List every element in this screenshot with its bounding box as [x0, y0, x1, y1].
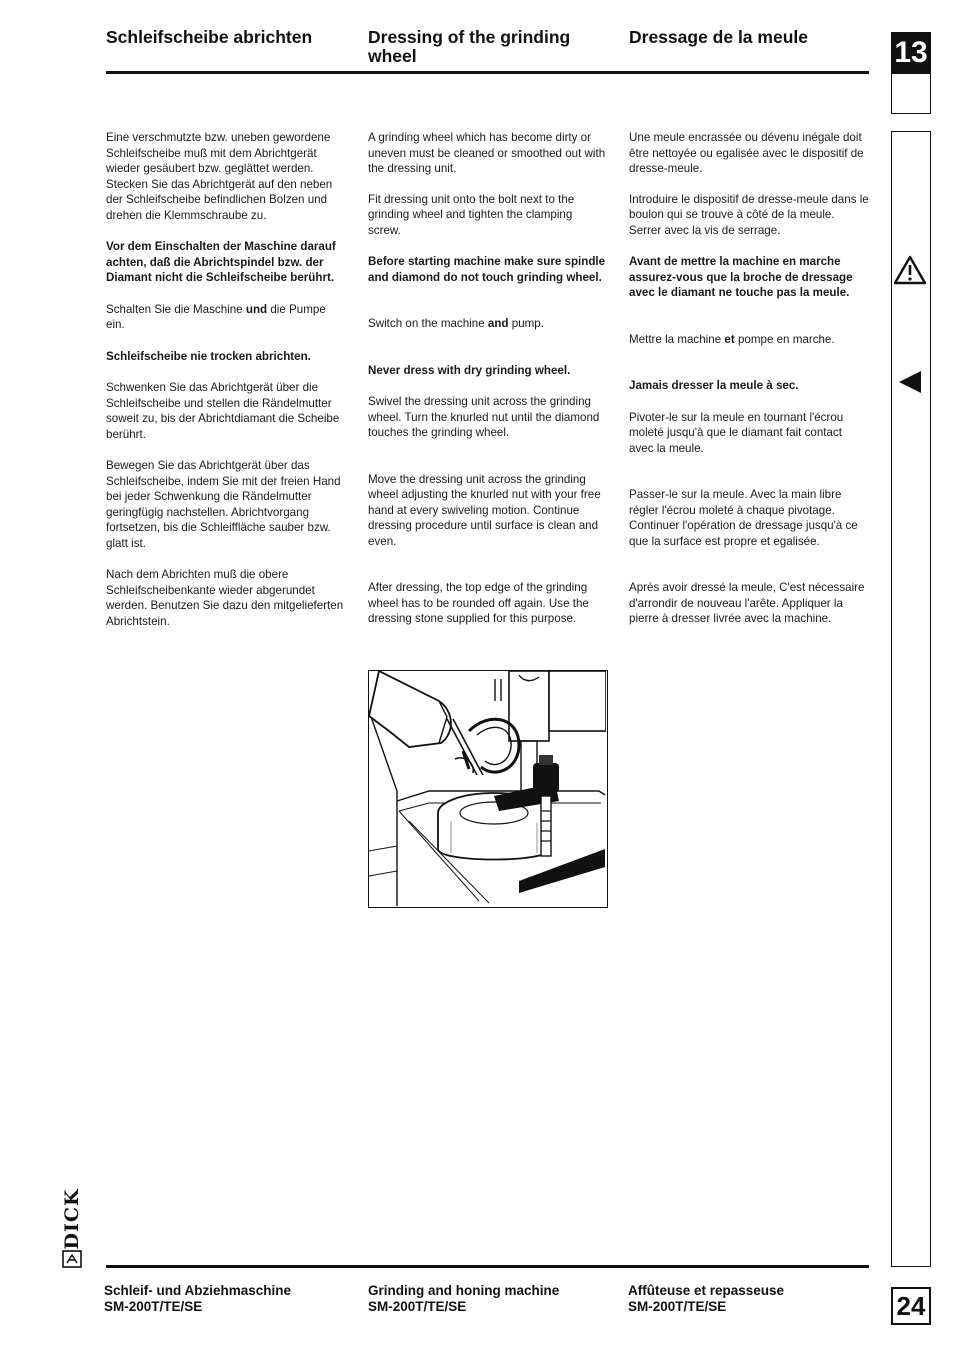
en-warning: Before starting machine make sure spindle and diamond do not touch grinding wheel. [368, 255, 606, 284]
column-en [368, 130, 608, 627]
fr-p-swivel: Pivoter-le sur la meule en tournant l'écrou moleté jusqu'à que le diamant fait contact avec la meule. [629, 410, 844, 455]
warning-triangle-icon [893, 254, 927, 286]
en-p-move: Move the dressing unit across the grinding wheel adjusting the knurled nut with your free hand at every swiveling motion. Continue dressing procedure until surface is clean and even. [368, 472, 601, 548]
dressing-illustration [368, 670, 608, 908]
en-p-swivel: Swivel the dressing unit across the grinding wheel. Turn the knurled nut until the diamond touches the grinding wheel. [368, 395, 600, 439]
arrow-left-icon [897, 369, 923, 395]
heading-en: Dressing of the grinding wheel [368, 27, 571, 66]
de-never-dry: Schleifscheibe nie trocken abrichten. [106, 349, 311, 363]
fr-never-dry: Jamais dresser la meule à sec. [629, 379, 799, 392]
fr-p1: Une meule encrassée ou dévenu inégale doit être nettoyée ou egalisée avec le dispositif de dresse-meule. [629, 131, 864, 175]
de-warning: Vor dem Einschalten der Maschine darauf achten, daß die Abrichtspindel bzw. der Diamant nicht die Schleifscheibe berührt. [106, 240, 336, 284]
en-p-after: After dressing, the top edge of the grinding wheel has to be rounded off again. Use the dressing stone supplied for this purpose. [368, 581, 589, 625]
fr-p-move: Passer-le sur la meule. Avec la main libre régler l'écrou moleté à chaque pivotage. Continuer l'opération de dressage jusqu'à ce que la surface est propre et egalisée. [629, 488, 858, 548]
fr-p-after: Après avoir dressé la meule, C'est nécessaire d'arrondir de nouveau l'arête. Appliquer la pierre à dresser livrée avec la machine. [629, 581, 865, 625]
footer-rule [106, 1265, 869, 1268]
en-switch-on: Switch on the machine and pump. [368, 317, 544, 330]
dick-logo-emblem [62, 1250, 82, 1268]
side-margin-box [891, 131, 931, 1267]
dick-logo [61, 1186, 83, 1268]
heading-fr: Dressage de la meule [629, 27, 808, 47]
de-p-move: Bewegen Sie das Abrichtgerät über das Schleifscheibe, indem Sie mit der freien Hand bei jeder Schwenkung die Rändelmutter geringfügig nachstellen. Abrichtvorgang fortsetzen, bis die Schleiffläche sauber bzw. glatt ist. [106, 459, 341, 550]
chapter-tab-box [891, 72, 931, 114]
fr-warning: Avant de mettre la machine en marche assurez-vous que la broche de dressage avec le diamant ne touche pas la meule. [629, 255, 853, 299]
en-never-dry: Never dress with dry grinding wheel. [368, 363, 571, 377]
grinding-wheel-drawing [369, 671, 606, 906]
de-p-swivel: Schwenken Sie das Abrichtgerät über die Schleifscheibe und stellen die Rändelmutter soweit zu, bis der Abrichtdiamant die Scheibe berührt. [106, 381, 340, 441]
chapter-number: 13 [891, 32, 931, 74]
column-fr [629, 130, 869, 627]
page-number: 24 [891, 1287, 931, 1325]
footer-fr: Affûteuse et repasseuse SM-200T/TE/SE [628, 1283, 785, 1314]
footer-en: Grinding and honing machine SM-200T/TE/SE [368, 1283, 560, 1314]
fr-switch-on: Mettre la machine et pompe en marche. [629, 332, 835, 346]
de-switch-on: Schalten Sie die Maschine und die Pumpe ein. [106, 302, 326, 331]
en-p2: Fit dressing unit onto the bolt next to the grinding wheel and tighten the clamping screw. [368, 192, 575, 237]
en-p1: A grinding wheel which has become dirty or uneven must be cleaned or smoothed out with the dressing unit. [368, 131, 606, 175]
de-p1: Eine verschmutzte bzw. uneben gewordene Schleifscheibe muß mit dem Abrichtgerät wieder gesäubert bzw. geglättet werden. [106, 131, 331, 175]
heading-de: Schleifscheibe abrichten [106, 27, 313, 47]
dick-logo-text: DICK [61, 1188, 83, 1250]
column-de [106, 130, 346, 629]
header-rule [106, 71, 869, 74]
fr-p2: Introduire le dispositif de dresse-meule dans le boulon qui se trouve à côté de la meule. Serrer avec la vis de serrage. [629, 192, 869, 237]
de-p-after: Nach dem Abrichten muß die obere Schleifscheibenkante wieder abgerundet werden. Benutzen Sie dazu den mitgelieferten Abrichtstein. [106, 568, 344, 628]
footer-de: Schleif- und Abziehmaschine SM-200T/TE/SE [104, 1283, 292, 1314]
de-p2: Stecken Sie das Abrichtgerät auf den neben der Schleifscheibe befindlichen Bolzen und drehen die Klemmschraube zu. [106, 177, 333, 222]
